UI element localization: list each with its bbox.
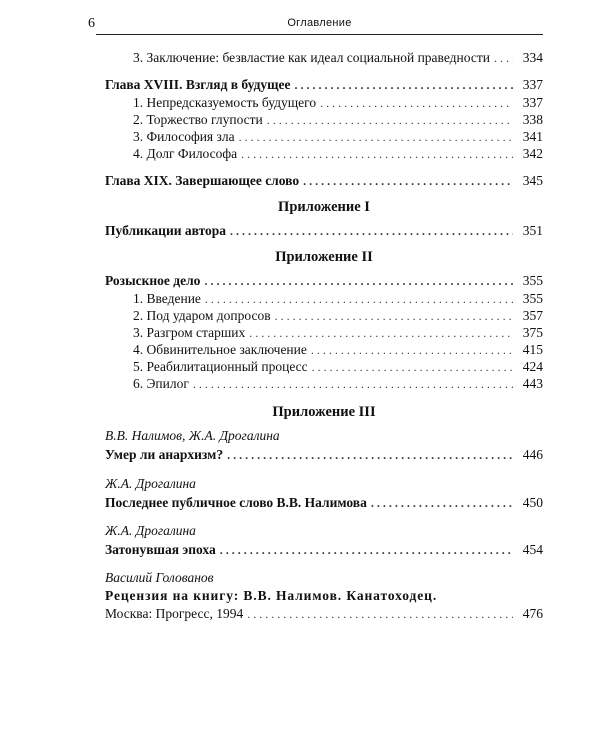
toc-entry[interactable] bbox=[133, 145, 543, 163]
toc-entry-page: 355 bbox=[522, 291, 543, 306]
toc-entry-text: 3. Разгром старших bbox=[133, 325, 246, 340]
toc-entry-page: 351 bbox=[522, 223, 543, 238]
article-subtitle: Москва: Прогресс, 1994 bbox=[105, 606, 244, 621]
toc-entry-page: 342 bbox=[522, 146, 543, 161]
article-page: 446 bbox=[522, 447, 543, 462]
toc-entry-text: 6. Эпилог bbox=[133, 376, 189, 391]
toc-entry-page: 375 bbox=[522, 325, 543, 340]
toc-entry-text: 2. Под ударом допросов bbox=[133, 308, 271, 323]
toc-entry[interactable] bbox=[133, 324, 543, 342]
toc-entry[interactable] bbox=[133, 111, 543, 129]
toc-entry[interactable] bbox=[133, 358, 543, 376]
running-header bbox=[88, 14, 543, 35]
toc-entry-text: 4. Обвинительное заключение bbox=[133, 342, 307, 357]
toc-entry[interactable] bbox=[133, 307, 543, 325]
chapter-19-entry[interactable] bbox=[105, 172, 543, 190]
article-author: Ж.А. Дрогалина bbox=[105, 476, 196, 491]
toc-entry-text: 2. Торжество глупости bbox=[133, 112, 263, 127]
toc-entry-page: 337 bbox=[522, 95, 543, 110]
toc-entry[interactable] bbox=[133, 128, 543, 146]
toc-entry-text: 5. Реабилитационный процесс bbox=[133, 359, 308, 374]
toc-entry-page: 334 bbox=[522, 50, 543, 65]
article-title: Последнее публичное слово В.В. Налимова bbox=[105, 495, 367, 510]
toc-entry-text: 1. Введение bbox=[133, 291, 201, 306]
toc-entry-page: 341 bbox=[522, 129, 543, 144]
article-author: Ж.А. Дрогалина bbox=[105, 523, 196, 538]
toc-entry-page: 424 bbox=[522, 359, 543, 374]
appendix-1-heading: Приложение I bbox=[278, 199, 370, 215]
toc-entry-page: 355 bbox=[522, 273, 543, 288]
toc-entry-page: 338 bbox=[522, 112, 543, 127]
article-entry[interactable] bbox=[105, 541, 543, 559]
toc-entry-text: 3. Заключение: безвластие как идеал социальной праведности bbox=[133, 50, 490, 65]
chapter-title: Глава XVIII. Взгляд в будущее bbox=[105, 77, 291, 92]
toc-entry-text: 3. Философия зла bbox=[133, 129, 235, 144]
chapter-page: 345 bbox=[522, 173, 543, 188]
toc-entry-page: 443 bbox=[522, 376, 543, 391]
toc-entry-text: 4. Долг Философа bbox=[133, 146, 238, 161]
header-title: Оглавление bbox=[287, 17, 352, 29]
toc-entry-text: Розыскное дело bbox=[105, 273, 201, 288]
article-title: Затонувшая эпоха bbox=[105, 542, 216, 557]
article-author: В.В. Налимов, Ж.А. Дрогалина bbox=[105, 428, 280, 443]
article-page: 454 bbox=[522, 542, 543, 557]
toc-entry[interactable] bbox=[133, 375, 543, 393]
article-page: 476 bbox=[522, 606, 543, 621]
toc-entry-page: 357 bbox=[522, 308, 543, 323]
article-entry[interactable] bbox=[105, 605, 543, 623]
appendix-2-heading: Приложение II bbox=[275, 249, 373, 265]
article-entry[interactable] bbox=[105, 446, 543, 464]
toc-entry[interactable] bbox=[133, 341, 543, 359]
article-author: Василий Голованов bbox=[105, 570, 214, 585]
page-number: 6 bbox=[88, 16, 95, 31]
chapter-title: Глава XIX. Завершающее слово bbox=[105, 173, 300, 188]
toc-entry[interactable] bbox=[133, 290, 543, 308]
appendix-3-heading: Приложение III bbox=[272, 404, 376, 420]
article-entry[interactable] bbox=[105, 494, 543, 512]
article-title[interactable]: Рецензия на книгу: В.В. Налимов. Канатоходец. bbox=[105, 588, 438, 603]
toc-entry-page: 415 bbox=[522, 342, 543, 357]
toc-entry-text: Публикации автора bbox=[105, 223, 227, 238]
article-page: 450 bbox=[522, 495, 543, 510]
article-title: Умер ли анархизм? bbox=[105, 447, 224, 462]
chapter-page: 337 bbox=[522, 77, 543, 92]
chapter-18-entry[interactable] bbox=[105, 76, 543, 94]
toc-entry-text: 1. Непредсказуемость будущего bbox=[133, 95, 317, 110]
toc-entry[interactable] bbox=[133, 49, 543, 67]
investigation-file-entry[interactable] bbox=[105, 272, 543, 290]
toc-entry[interactable] bbox=[133, 94, 543, 112]
publications-entry[interactable] bbox=[105, 222, 543, 240]
